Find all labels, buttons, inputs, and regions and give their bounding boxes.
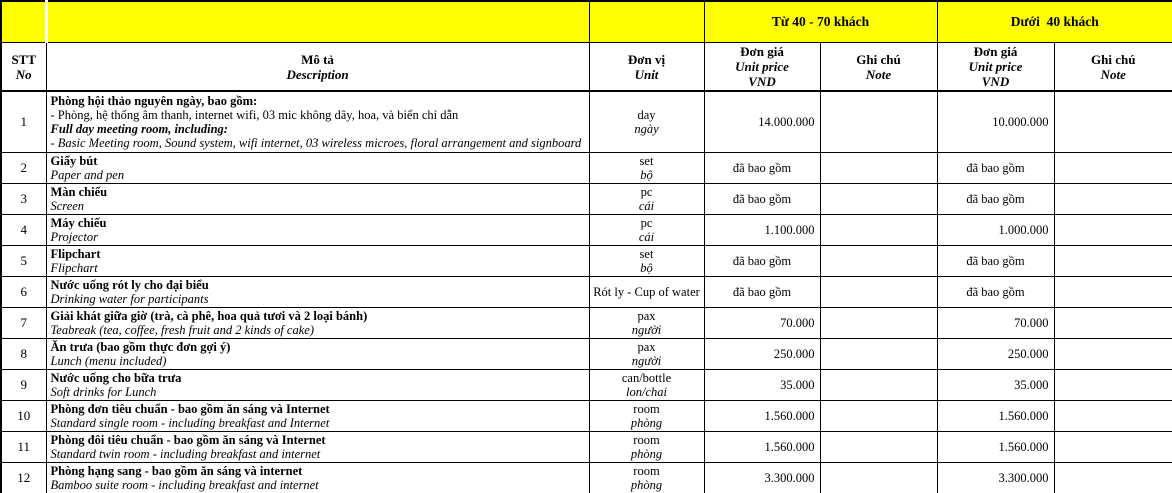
description-cell	[46, 152, 589, 183]
row-number-cell: 4	[1, 214, 46, 245]
note-cell-40-70	[820, 338, 937, 369]
unit-price-cell-40-70: 1.560.000	[704, 431, 820, 462]
description-cell	[46, 462, 589, 493]
description-cell	[46, 338, 589, 369]
note-cell-40-70	[820, 152, 937, 183]
description-line: Phòng đơn tiêu chuẩn - bao gồm ăn sáng và Internet	[50, 401, 330, 416]
col-header-unit-price-vi: Đơn giá	[740, 44, 784, 59]
unit-line: cái	[638, 229, 655, 244]
unit-cell	[589, 431, 704, 462]
description-line: Bamboo suite room - including breakfast and internet	[50, 477, 319, 492]
unit-line: người	[631, 322, 662, 337]
row-number-cell: 8	[1, 338, 46, 369]
unit-cell	[589, 462, 704, 493]
yellow-band-unit-cell	[589, 1, 704, 43]
unit-price-cell-under-40: đã bao gồm	[937, 245, 1054, 276]
unit-line: ngày	[634, 121, 659, 136]
note-cell-40-70	[820, 276, 937, 307]
col-header-note-under-40	[1054, 43, 1172, 92]
col-header-unit-price-currency: VND	[981, 74, 1010, 89]
col-header-stt-en: No	[15, 66, 32, 82]
note-cell-under-40	[1054, 462, 1172, 493]
unit-price-cell-under-40: 3.300.000	[937, 462, 1054, 493]
group-header-40-70-guests: Từ 40 - 70 khách	[704, 1, 937, 43]
note-cell-under-40	[1054, 214, 1172, 245]
note-cell-under-40	[1054, 307, 1172, 338]
unit-line: người	[631, 353, 662, 368]
description-cell	[46, 369, 589, 400]
description-line: Flipchart	[50, 246, 101, 261]
yellow-band-row	[1, 1, 1172, 43]
unit-line: phòng	[630, 477, 663, 492]
unit-line: room	[633, 432, 660, 447]
col-header-unit-price-en: Unit price	[968, 59, 1023, 74]
note-cell-40-70	[820, 431, 937, 462]
note-cell-40-70	[820, 307, 937, 338]
unit-price-cell-under-40: 1.560.000	[937, 431, 1054, 462]
unit-price-cell-40-70: 1.560.000	[704, 400, 820, 431]
unit-price-cell-under-40: đã bao gồm	[937, 152, 1054, 183]
unit-line: phòng	[630, 415, 663, 430]
col-header-unit-price-en: Unit price	[735, 59, 789, 74]
table-row	[1, 462, 1172, 493]
unit-price-cell-40-70: đã bao gồm	[704, 276, 820, 307]
col-header-unit-vi: Đơn vị	[627, 51, 666, 67]
note-cell-under-40	[1054, 152, 1172, 183]
col-header-unit-en: Unit	[634, 66, 659, 82]
unit-cell	[589, 307, 704, 338]
note-cell-40-70	[820, 183, 937, 214]
unit-price-cell-under-40: 70.000	[937, 307, 1054, 338]
note-cell-under-40	[1054, 91, 1172, 152]
note-cell-40-70	[820, 400, 937, 431]
unit-price-cell-under-40: 1.000.000	[937, 214, 1054, 245]
unit-line: set	[639, 246, 654, 261]
unit-line: pax	[637, 339, 656, 354]
note-cell-under-40	[1054, 183, 1172, 214]
col-header-note-40-70	[820, 43, 937, 92]
col-header-stt	[1, 43, 46, 92]
unit-price-cell-40-70: đã bao gồm	[704, 152, 820, 183]
description-line: Projector	[50, 229, 98, 244]
unit-line: cái	[638, 198, 655, 213]
group-header-under-40-guests: Dưới 40 khách	[937, 1, 1172, 43]
unit-cell	[589, 338, 704, 369]
row-number-cell: 12	[1, 462, 46, 493]
note-cell-under-40	[1054, 338, 1172, 369]
description-line: Paper and pen	[50, 167, 125, 182]
table-row	[1, 369, 1172, 400]
col-header-unit	[589, 43, 704, 92]
description-line: Flipchart	[50, 260, 98, 275]
col-header-note-en: Note	[865, 66, 892, 82]
unit-price-cell-under-40: 250.000	[937, 338, 1054, 369]
row-number-cell: 1	[1, 91, 46, 152]
unit-price-cell-40-70: đã bao gồm	[704, 245, 820, 276]
unit-cell	[589, 183, 704, 214]
description-cell	[46, 214, 589, 245]
description-line: Nước uống cho bữa trưa	[50, 370, 182, 385]
unit-price-cell-under-40: đã bao gồm	[937, 183, 1054, 214]
table-row	[1, 276, 1172, 307]
col-header-unit-price-40-70	[704, 43, 820, 92]
row-number-cell: 2	[1, 152, 46, 183]
description-cell	[46, 91, 589, 152]
unit-price-cell-40-70: 35.000	[704, 369, 820, 400]
description-cell	[46, 400, 589, 431]
note-cell-40-70	[820, 462, 937, 493]
unit-price-cell-under-40: 35.000	[937, 369, 1054, 400]
note-cell-40-70	[820, 214, 937, 245]
unit-line: Rót ly - Cup of water	[593, 284, 700, 299]
description-line: - Phòng, hệ thống âm thanh, internet wifi, 03 mic không dây, hoa, và biển chỉ dẫn	[50, 107, 459, 122]
unit-price-cell-under-40: đã bao gồm	[937, 276, 1054, 307]
unit-cell	[589, 152, 704, 183]
unit-price-cell-40-70: 70.000	[704, 307, 820, 338]
unit-price-cell-40-70: 14.000.000	[704, 91, 820, 152]
unit-line: pc	[640, 184, 653, 199]
row-number-cell: 10	[1, 400, 46, 431]
row-number-cell: 3	[1, 183, 46, 214]
row-number-cell: 6	[1, 276, 46, 307]
unit-line: room	[633, 463, 660, 478]
description-line: Phòng hạng sang - bao gồm ăn sáng và internet	[50, 463, 303, 478]
note-cell-under-40	[1054, 245, 1172, 276]
note-cell-40-70	[820, 91, 937, 152]
col-header-unit-price-under-40	[937, 43, 1054, 92]
table-row	[1, 245, 1172, 276]
table-row	[1, 152, 1172, 183]
unit-price-cell-40-70: đã bao gồm	[704, 183, 820, 214]
description-line: Standard twin room - including breakfast and internet	[50, 446, 321, 461]
unit-line: pax	[637, 308, 656, 323]
description-line: Screen	[50, 198, 85, 213]
description-line: Phòng hội thảo nguyên ngày, bao gồm:	[50, 93, 258, 108]
description-line: Teabreak (tea, coffee, fresh fruit and 2 kinds of cake)	[50, 322, 314, 337]
unit-price-cell-40-70: 3.300.000	[704, 462, 820, 493]
description-line: Giải khát giữa giờ (trà, cà phê, hoa quả tươi và 2 loại bánh)	[50, 308, 368, 323]
unit-price-cell-under-40: 1.560.000	[937, 400, 1054, 431]
col-header-description-en: Description	[286, 66, 349, 82]
table-row	[1, 307, 1172, 338]
row-number-cell: 7	[1, 307, 46, 338]
col-header-unit-price-vi: Đơn giá	[973, 44, 1018, 59]
unit-line: phòng	[630, 446, 663, 461]
unit-line: set	[639, 153, 654, 168]
note-cell-40-70	[820, 245, 937, 276]
description-line: Ăn trưa (bao gồm thực đơn gợi ý)	[50, 339, 231, 354]
col-header-note-vi: Ghi chú	[1091, 51, 1136, 67]
note-cell-under-40	[1054, 369, 1172, 400]
note-cell-40-70	[820, 369, 937, 400]
col-header-stt-vi: STT	[11, 51, 37, 67]
description-cell	[46, 245, 589, 276]
unit-cell	[589, 245, 704, 276]
col-header-description	[46, 43, 589, 92]
description-line: Standard single room - including breakfast and Internet	[50, 415, 330, 430]
note-cell-under-40	[1054, 276, 1172, 307]
row-number-cell: 11	[1, 431, 46, 462]
note-cell-under-40	[1054, 400, 1172, 431]
table-row	[1, 338, 1172, 369]
description-line: - Basic Meeting room, Sound system, wifi internet, 03 wireless microes, floral arrangement and signboard	[50, 135, 582, 150]
unit-price-cell-40-70: 1.100.000	[704, 214, 820, 245]
description-cell	[46, 307, 589, 338]
col-header-unit-price-currency: VND	[748, 74, 776, 89]
unit-line: day	[637, 107, 656, 122]
unit-cell	[589, 400, 704, 431]
unit-line: bộ	[640, 167, 653, 182]
unit-price-cell-40-70: 250.000	[704, 338, 820, 369]
unit-cell	[589, 214, 704, 245]
description-cell	[46, 431, 589, 462]
unit-line: room	[633, 401, 660, 416]
unit-line: bộ	[640, 260, 653, 275]
row-number-cell: 5	[1, 245, 46, 276]
col-header-description-vi: Mô tả	[301, 51, 334, 67]
unit-line: lon/chai	[626, 384, 667, 399]
description-line: Nước uống rót ly cho đại biểu	[50, 277, 209, 292]
description-cell	[46, 183, 589, 214]
table-row	[1, 214, 1172, 245]
unit-line: pc	[640, 215, 653, 230]
table-row	[1, 91, 1172, 152]
description-line: Màn chiếu	[50, 184, 108, 199]
unit-cell	[589, 276, 704, 307]
col-header-note-vi: Ghi chú	[856, 51, 901, 67]
description-line: Phòng đôi tiêu chuẩn - bao gồm ăn sáng và Internet	[50, 432, 326, 447]
unit-line: can/bottle	[621, 370, 672, 385]
yellow-band-stt-cell	[1, 1, 46, 43]
unit-cell	[589, 369, 704, 400]
description-line: Giấy bút	[50, 153, 98, 168]
description-line: Drinking water for participants	[50, 291, 209, 306]
unit-cell	[589, 91, 704, 152]
row-number-cell: 9	[1, 369, 46, 400]
column-header-row	[1, 43, 1172, 92]
note-cell-under-40	[1054, 431, 1172, 462]
table-row	[1, 183, 1172, 214]
description-line: Soft drinks for Lunch	[50, 384, 157, 399]
description-cell	[46, 276, 589, 307]
col-header-note-en: Note	[1100, 66, 1126, 82]
description-line: Full day meeting room, including:	[50, 121, 228, 136]
description-line: Máy chiếu	[50, 215, 107, 230]
description-line: Lunch (menu included)	[50, 353, 167, 368]
yellow-band-description-cell	[46, 1, 589, 43]
table-row	[1, 431, 1172, 462]
table-row	[1, 400, 1172, 431]
unit-price-cell-under-40: 10.000.000	[937, 91, 1054, 152]
